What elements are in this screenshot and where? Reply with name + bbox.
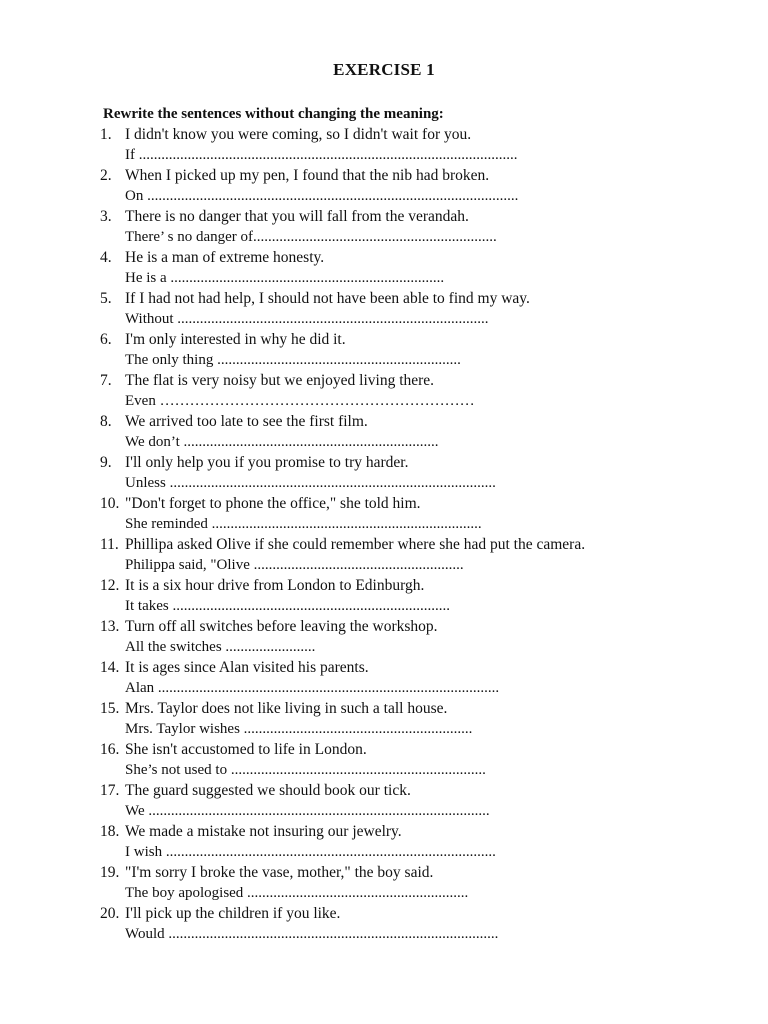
exercise-sentence: It is ages since Alan visited his parents. [125,659,369,676]
exercise-answer-line: He is a ......................................................................... [125,270,445,286]
exercise-number: 8. [100,413,112,430]
exercise-answer-line: Without ................................................................................... [125,311,489,327]
exercise-answer-line: Alan ........................................................................................... [125,680,500,696]
exercise-item [0,822,768,863]
exercise-item [0,535,768,576]
exercise-answer-line: I wish ........................................................................................ [125,844,496,860]
page-title: EXERCISE 1 [333,60,435,79]
exercise-item [0,617,768,658]
exercise-number: 19. [100,864,120,881]
exercise-sentence: We made a mistake not insuring our jewelry. [125,823,402,840]
exercise-answer-line: Unless ....................................................................................... [125,475,496,491]
exercise-item [0,412,768,453]
exercise-sentence: Turn off all switches before leaving the workshop. [125,618,438,635]
exercise-sentence: We arrived too late to see the first film. [125,413,368,430]
exercise-answer-line: She reminded ........................................................................ [125,516,482,532]
exercise-answer-line: On ................................................................................................... [125,188,519,204]
exercise-sentence: I didn't know you were coming, so I didn't wait for you. [125,126,472,143]
exercise-answer-line: We don’t .................................................................... [125,434,439,450]
exercise-number: 13. [100,618,120,635]
instruction-text: Rewrite the sentences without changing the meaning: [103,106,444,122]
exercise-item [0,330,768,371]
exercise-item [0,699,768,740]
exercise-item [0,781,768,822]
exercise-sentence: If I had not had help, I should not have been able to find my way. [125,290,530,307]
exercise-sentence: There is no danger that you will fall from the verandah. [125,208,469,225]
exercise-answer-line: She’s not used to .................................................................... [125,762,486,778]
exercise-answer-line: We ........................................................................................... [125,803,490,819]
exercise-sentence: "I'm sorry I broke the vase, mother," the boy said. [125,864,434,881]
exercise-number: 9. [100,454,112,471]
exercise-sentence: It is a six hour drive from London to Edinburgh. [125,577,425,594]
exercise-answer-line: Mrs. Taylor wishes ............................................................. [125,721,473,737]
exercise-number: 7. [100,372,112,389]
exercise-number: 15. [100,700,120,717]
exercise-answer-line: All the switches ........................ [125,639,316,655]
exercise-item [0,125,768,166]
exercise-number: 4. [100,249,112,266]
exercise-sentence: She isn't accustomed to life in London. [125,741,367,758]
exercise-sentence: When I picked up my pen, I found that the nib had broken. [125,167,490,184]
exercise-item [0,289,768,330]
exercise-sentence: He is a man of extreme honesty. [125,249,325,266]
exercise-item [0,863,768,904]
exercise-item [0,494,768,535]
exercise-item [0,248,768,289]
exercise-sentence: I'll only help you if you promise to try harder. [125,454,409,471]
exercise-item [0,904,768,945]
exercise-number: 5. [100,290,112,307]
exercise-number: 2. [100,167,112,184]
exercise-number: 12. [100,577,120,594]
exercise-number: 11. [100,536,119,553]
exercise-list [0,125,768,945]
exercise-answer-line: The only thing ................................................................. [125,352,461,368]
exercise-answer-line: Even ……………………………………………………… [125,393,475,409]
exercise-item [0,453,768,494]
exercise-answer-line: There’ s no danger of................................................................. [125,229,497,245]
exercise-number: 18. [100,823,120,840]
exercise-item [0,371,768,412]
exercise-number: 20. [100,905,120,922]
exercise-number: 3. [100,208,112,225]
exercise-item [0,576,768,617]
exercise-sentence: I'm only interested in why he did it. [125,331,346,348]
exercise-answer-line: If ..................................................................................................... [125,147,518,163]
exercise-number: 10. [100,495,120,512]
exercise-item [0,658,768,699]
exercise-answer-line: Philippa said, "Olive ........................................................ [125,557,464,573]
exercise-sentence: "Don't forget to phone the office," she told him. [125,495,421,512]
exercise-item [0,166,768,207]
exercise-sentence: Mrs. Taylor does not like living in such a tall house. [125,700,448,717]
exercise-number: 17. [100,782,120,799]
exercise-sentence: The guard suggested we should book our tick. [125,782,411,799]
exercise-sentence: I'll pick up the children if you like. [125,905,341,922]
exercise-sentence: Phillipa asked Olive if she could remember where she had put the camera. [125,536,586,553]
exercise-number: 6. [100,331,112,348]
exercise-number: 1. [100,126,112,143]
exercise-item [0,207,768,248]
exercise-number: 16. [100,741,120,758]
exercise-answer-line: The boy apologised ........................................................... [125,885,469,901]
exercise-number: 14. [100,659,120,676]
exercise-sentence: The flat is very noisy but we enjoyed living there. [125,372,435,389]
exercise-item [0,740,768,781]
exercise-answer-line: It takes .......................................................................... [125,598,450,614]
exercise-answer-line: Would ........................................................................................ [125,926,499,942]
